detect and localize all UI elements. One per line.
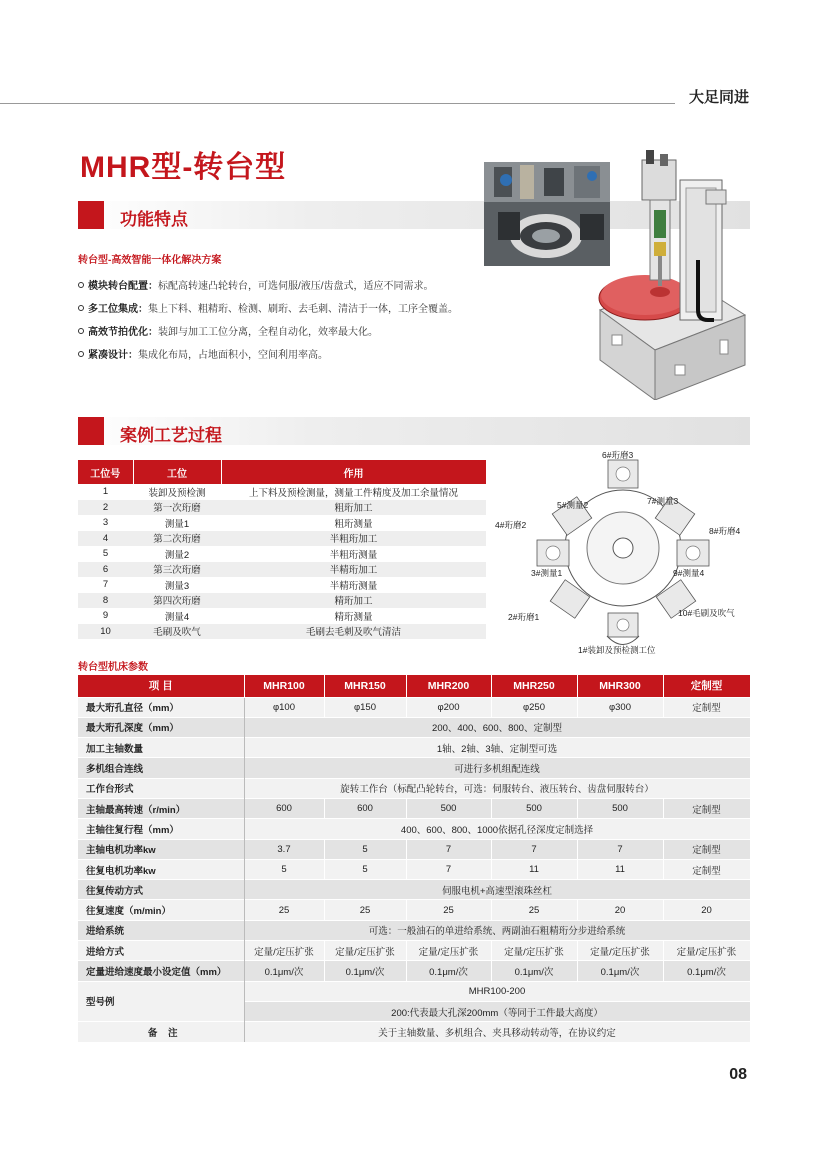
spec-row [78,920,750,940]
remark-text: 关于主轴数量、多机组合、夹具移动转动等，在协议约定 [244,1022,750,1042]
spec-header-item: 项 目 [78,675,244,697]
process-cell: 粗珩测量 [221,515,486,531]
process-row [78,562,486,578]
process-row [78,500,486,516]
spec-cell: 定制型 [663,697,750,717]
process-header-station-no: 工位号 [78,460,133,484]
spec-row-label: 加工主轴数量 [78,738,244,758]
diagram-label-7: 7#测量3 [647,496,679,506]
features-section-title: 功能特点 [120,210,188,229]
spec-row [78,839,750,859]
process-cell: 精珩加工 [221,593,486,609]
spec-cell: 定制型 [663,798,750,818]
spec-cell: 20 [577,900,663,920]
process-cell: 8 [78,593,133,609]
spec-row-label: 主轴最高转速（r/min） [78,798,244,818]
spec-cell: φ150 [324,697,406,717]
process-cell: 2 [78,500,133,516]
process-row [78,577,486,593]
spec-section-title: 转台型机床参数 [78,662,148,673]
process-row [78,546,486,562]
bullet-icon [78,351,84,357]
process-cell: 半精珩测量 [221,577,486,593]
spec-cell: 5 [324,859,406,879]
spec-cell: 500 [491,798,577,818]
spec-cell: 0.1μm/次 [324,961,406,981]
spec-cell: 500 [577,798,663,818]
spec-cell: 7 [491,839,577,859]
spec-row [78,697,750,717]
remark-label: 备 注 [78,1022,244,1042]
spec-row-label: 定量进给速度最小设定值（mm） [78,961,244,981]
spec-row-label: 最大珩孔深度（mm） [78,717,244,737]
process-table [78,460,487,640]
spec-cell-span: 伺服电机+高速型滚珠丝杠 [244,880,750,900]
process-cell: 第三次珩磨 [133,562,221,578]
process-row [78,531,486,547]
spec-cell: 0.1μm/次 [577,961,663,981]
spec-row [78,859,750,879]
process-row [78,484,486,500]
process-cell: 毛刷及吹气 [133,624,221,640]
process-cell: 第二次珩磨 [133,531,221,547]
diagram-label-1: 1#装卸及预检测工位 [578,645,656,655]
process-cell: 装卸及预检测 [133,484,221,500]
spec-row-label: 往复速度（m/min） [78,900,244,920]
spec-cell: 11 [491,859,577,879]
spec-row-label: 多机组合连线 [78,758,244,778]
spec-cell: 0.1μm/次 [406,961,491,981]
spec-row [78,941,750,961]
spec-header-mhr250: MHR250 [491,675,577,697]
spec-table [78,675,751,1042]
spec-row-label: 工作台形式 [78,778,244,798]
process-cell: 测量4 [133,608,221,624]
spec-cell-span: 可进行多机组配连线 [244,758,750,778]
spec-cell: 25 [491,900,577,920]
spec-cell: 定量/定压扩张 [324,941,406,961]
process-cell: 5 [78,546,133,562]
process-cell: 粗珩加工 [221,500,486,516]
spec-cell: 7 [406,839,491,859]
page-number: 08 [729,1066,747,1083]
diagram-label-5: 5#测量2 [557,500,589,510]
station-layout-diagram [495,448,750,663]
diagram-label-8: 8#珩磨4 [709,526,741,536]
spec-header-mhr200: MHR200 [406,675,491,697]
process-header-function: 作用 [221,460,486,484]
spec-cell: 3.7 [244,839,324,859]
spec-row-label: 进给方式 [78,941,244,961]
bullet-icon [78,328,84,334]
spec-cell: 定量/定压扩张 [406,941,491,961]
diagram-label-4: 4#珩磨2 [495,520,527,530]
spec-cell: 0.1μm/次 [663,961,750,981]
spec-cell: 定量/定压扩张 [491,941,577,961]
spec-cell: φ200 [406,697,491,717]
process-cell: 半粗珩加工 [221,531,486,547]
spec-cell: 5 [244,859,324,879]
spec-header-mhr300: MHR300 [577,675,663,697]
process-cell: 7 [78,577,133,593]
spec-cell: φ300 [577,697,663,717]
spec-row [78,758,750,778]
process-cell: 半精珩加工 [221,562,486,578]
process-row [78,515,486,531]
header-divider [0,103,675,104]
spec-cell-span: 1轴、2轴、3轴、定制型可选 [244,738,750,758]
process-header-station: 工位 [133,460,221,484]
spec-row [78,798,750,818]
bullet-icon [78,282,84,288]
spec-header-mhr100: MHR100 [244,675,324,697]
spec-header-mhr150: MHR150 [324,675,406,697]
process-cell: 9 [78,608,133,624]
spec-cell: 11 [577,859,663,879]
spec-cell: 定制型 [663,839,750,859]
spec-cell-span: 旋转工作台（标配凸轮转台，可选：伺服转台、液压转台、齿盘伺服转台） [244,778,750,798]
process-section-bar [78,417,750,445]
diagram-label-2: 2#珩磨1 [508,612,540,622]
spec-row-label: 主轴往复行程（mm） [78,819,244,839]
spec-row-label: 进给系统 [78,920,244,940]
process-cell: 精珩测量 [221,608,486,624]
feature-item: 模块转台配置：标配高转速凸轮转台，可选伺服/液压/齿盘式，适应不同需求。 [78,275,518,298]
spec-cell-span: 可选：一般油石的单进给系统、两副油石粗精珩分步进给系统 [244,920,750,940]
spec-cell: 7 [406,859,491,879]
spec-cell: 20 [663,900,750,920]
spec-row-label: 往复电机功率kw [78,859,244,879]
spec-cell: 7 [577,839,663,859]
diagram-label-3: 3#测量1 [531,568,563,578]
feature-item: 紧凑设计：集成化布局，占地面积小，空间利用率高。 [78,344,518,367]
spec-row [78,717,750,737]
spec-cell-span: 400、600、800、1000依据孔径深度定制选择 [244,819,750,839]
process-cell: 测量2 [133,546,221,562]
features-subtitle: 转台型-高效智能一体化解决方案 [78,255,222,266]
spec-cell: 0.1μm/次 [491,961,577,981]
spec-cell: 定制型 [663,859,750,879]
spec-row-label: 主轴电机功率kw [78,839,244,859]
machine-3d-illustration [580,150,750,400]
spec-cell: 5 [324,839,406,859]
diagram-label-10: 10#毛刷及吹气 [678,608,735,618]
model-example-line2: 200:代表最大孔深200mm（等同于工件最大高度） [244,1001,750,1021]
feature-item: 多工位集成：集上下料、粗精珩、检测、刷珩、去毛刺、清洁于一体，工序全覆盖。 [78,298,518,321]
process-cell: 半粗珩测量 [221,546,486,562]
process-row [78,624,486,640]
spec-cell: φ250 [491,697,577,717]
process-cell: 第一次珩磨 [133,500,221,516]
spec-cell: 600 [244,798,324,818]
spec-cell: 定量/定压扩张 [244,941,324,961]
diagram-label-9: 9#测量4 [673,568,705,578]
page-title: MHR型-转台型 [80,151,287,184]
process-cell: 3 [78,515,133,531]
process-cell: 测量3 [133,577,221,593]
spec-row [78,738,750,758]
brand-name: 大足同进 [688,89,749,106]
spec-cell: 25 [406,900,491,920]
spec-cell: 0.1μm/次 [244,961,324,981]
model-example-line1: MHR100-200 [244,981,750,1001]
spec-row [78,819,750,839]
process-row [78,593,486,609]
process-cell: 4 [78,531,133,547]
model-example-label: 型号例 [78,981,244,1022]
section-marker [78,201,104,229]
spec-cell: 25 [324,900,406,920]
spec-cell: 定量/定压扩张 [663,941,750,961]
spec-row [78,778,750,798]
diagram-label-6: 6#珩磨3 [602,450,634,460]
spec-row [78,900,750,920]
process-cell: 测量1 [133,515,221,531]
bullet-icon [78,305,84,311]
process-cell: 第四次珩磨 [133,593,221,609]
spec-cell: 定量/定压扩张 [577,941,663,961]
process-section-title: 案例工艺过程 [120,426,222,445]
spec-cell: 500 [406,798,491,818]
spec-cell-span: 200、400、600、800、定制型 [244,717,750,737]
spec-cell: φ100 [244,697,324,717]
feature-item: 高效节拍优化：装卸与加工工位分离，全程自动化，效率最大化。 [78,321,518,344]
spec-cell: 25 [244,900,324,920]
process-cell: 6 [78,562,133,578]
process-row [78,608,486,624]
process-cell: 上下料及预检测量，测量工件精度及加工余量情况 [221,484,486,500]
spec-row-label: 往复传动方式 [78,880,244,900]
spec-row-label: 最大珩孔直径（mm） [78,697,244,717]
spec-row [78,880,750,900]
process-cell: 1 [78,484,133,500]
feature-list [78,275,518,367]
process-cell: 10 [78,624,133,640]
section-marker [78,417,104,445]
spec-row [78,961,750,981]
spec-header-custom: 定制型 [663,675,750,697]
process-cell: 毛刷去毛刺及吹气清洁 [221,624,486,640]
spec-cell: 600 [324,798,406,818]
